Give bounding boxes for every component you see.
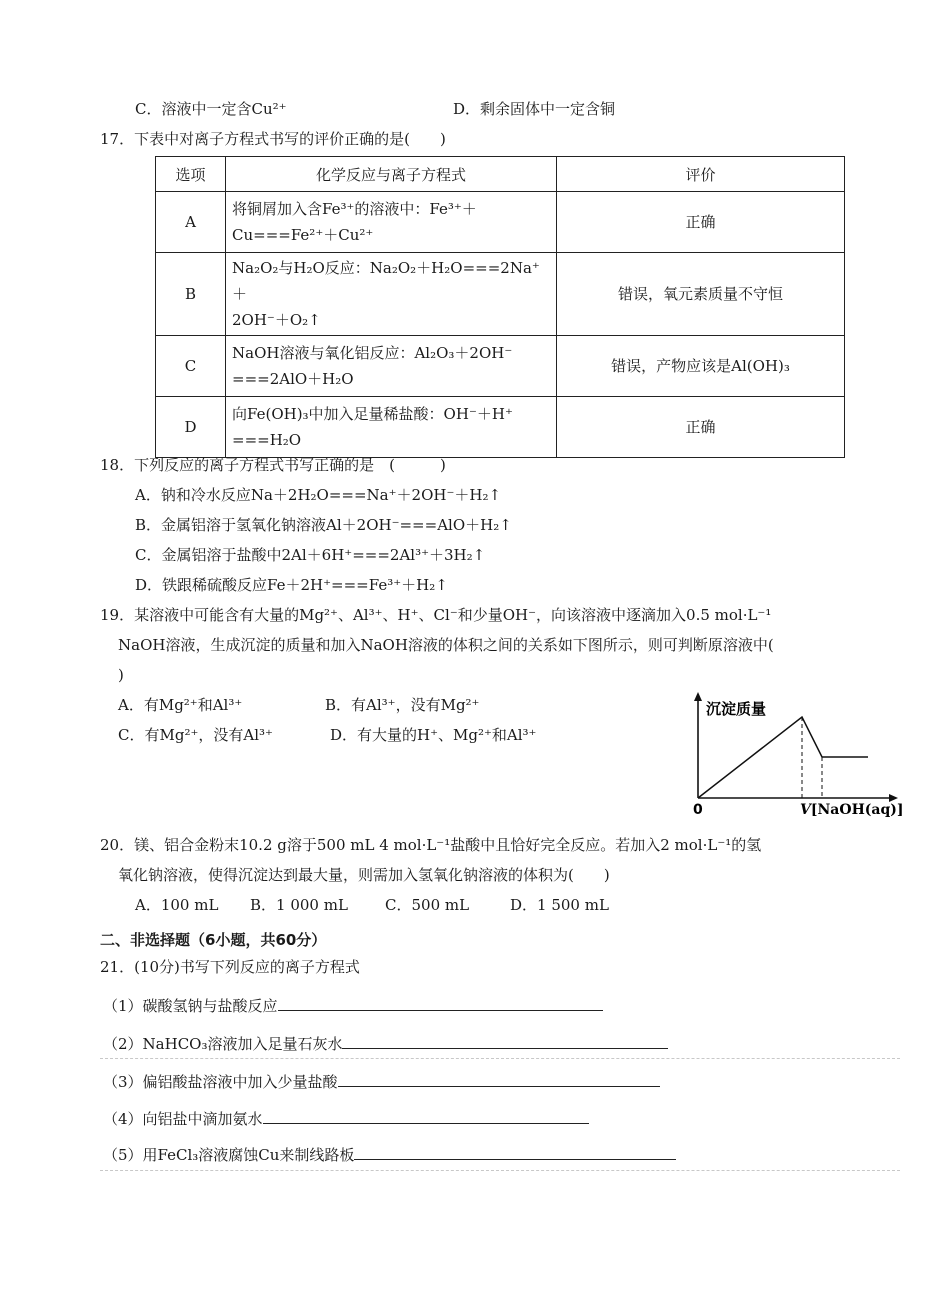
reaction-line-2: 2OH⁻＋O₂↑ [232,311,321,329]
reaction-line-2: Cu===Fe²⁺＋Cu²⁺ [232,226,374,244]
row-evaluation: 错误，氧元素质量不守恒 [557,253,845,336]
reaction-line-1: Na₂O₂与H₂O反应：Na₂O₂＋H₂O===2Na⁺＋ [232,259,540,303]
x-axis-label-rest: [NaOH(aq)] [810,802,904,818]
q18-stem: 18．下列反应的离子方程式书写正确的是 ( ) [100,456,446,474]
q17-stem: 17．下表中对离子方程式书写的评价正确的是( ) [100,130,446,148]
q21-item-label: （2）NaHCO₃溶液加入足量石灰水 [103,1035,343,1053]
x-axis-arrow-icon [889,794,898,802]
table-row [156,192,845,253]
q21-item [103,1032,668,1056]
row-option: C [156,336,226,397]
q21-item [103,994,603,1018]
reaction-line-1: 将铜屑加入含Fe³⁺的溶液中：Fe³⁺＋ [232,200,477,218]
y-axis-label: 沉淀质量 [706,700,767,718]
answer-blank[interactable] [263,1107,589,1124]
header-option: 选项 [156,157,226,192]
q21-item-label: （3）偏铝酸盐溶液中加入少量盐酸 [103,1073,338,1091]
q20-stem-line-1: 20．镁、铝合金粉末10.2 g溶于500 mL 4 mol·L⁻¹盐酸中且恰好完全反应。若加入2 mol·L⁻¹的氢 [100,836,762,854]
row-reaction [226,192,557,253]
table-row [156,397,845,458]
header-evaluation: 评价 [557,157,845,192]
q19-option-b: B．有Al³⁺，没有Mg²⁺ [325,696,480,714]
q19-stem-line-3: ) [118,666,124,684]
q19-stem-line-1: 19．某溶液中可能含有大量的Mg²⁺、Al³⁺、H⁺、Cl⁻和少量OH⁻，向该溶液中逐滴加入0.5 mol·L⁻¹ [100,606,772,624]
precipitate-curve [698,717,868,798]
divider [100,1170,900,1171]
reaction-line-2: ===H₂O [232,431,302,449]
row-reaction [226,253,557,336]
q21-item-label: （1）碳酸氢钠与盐酸反应 [103,997,278,1015]
row-evaluation: 正确 [557,397,845,458]
answer-blank[interactable] [338,1070,660,1087]
row-option: A [156,192,226,253]
row-reaction [226,397,557,458]
answer-blank[interactable] [354,1143,676,1160]
x-axis-label-v: V [800,802,811,818]
row-evaluation: 错误，产物应该是Al(OH)₃ [557,336,845,397]
q21-item-label: （5）用FeCl₃溶液腐蚀Cu来制线路板 [103,1146,355,1164]
q18-option-b: B．金属铝溶于氢氧化钠溶液Al＋2OH⁻===AlO＋H₂↑ [135,516,512,534]
q19-option-d: D．有大量的H⁺、Mg²⁺和Al³⁺ [330,726,537,744]
reaction-line-1: 向Fe(OH)₃中加入足量稀盐酸：OH⁻＋H⁺ [232,405,513,423]
q18-option-a: A．钠和冷水反应Na＋2H₂O===Na⁺＋2OH⁻＋H₂↑ [135,486,502,504]
q20-option-b: B．1 000 mL [250,896,348,914]
divider [100,1058,900,1059]
q18-option-c: C．金属铝溶于盐酸中2Al＋6H⁺===2Al³⁺＋3H₂↑ [135,546,486,564]
q21-stem: 21．(10分)书写下列反应的离子方程式 [100,958,360,976]
q16-option-c: C．溶液中一定含Cu²⁺ [135,100,287,118]
q21-item [103,1143,676,1167]
reaction-line-2: ===2AlO＋H₂O [232,370,354,388]
q19-stem-line-2: NaOH溶液，生成沉淀的质量和加入NaOH溶液的体积之间的关系如下图所示，则可判断原溶液中( [118,636,774,654]
row-reaction [226,336,557,397]
q19-graph [680,690,910,820]
table-row [156,253,845,336]
x-axis-label [800,802,904,818]
q19-option-a: A．有Mg²⁺和Al³⁺ [118,696,243,714]
q21-item [103,1070,660,1094]
table-header-row [156,157,845,192]
q18-option-d: D．铁跟稀硫酸反应Fe＋2H⁺===Fe³⁺＋H₂↑ [135,576,448,594]
q16-option-d: D．剩余固体中一定含铜 [453,100,616,118]
q19-option-c: C．有Mg²⁺，没有Al³⁺ [118,726,273,744]
y-axis-arrow-icon [694,692,702,701]
q20-option-c: C．500 mL [385,896,470,914]
row-option: B [156,253,226,336]
table-row [156,336,845,397]
q21-item [103,1107,589,1131]
answer-blank[interactable] [278,994,603,1011]
header-reaction: 化学反应与离子方程式 [226,157,557,192]
row-option: D [156,397,226,458]
q20-option-a: A．100 mL [135,896,219,914]
answer-blank[interactable] [342,1032,668,1049]
reaction-line-1: NaOH溶液与氧化铝反应：Al₂O₃＋2OH⁻ [232,344,513,362]
origin-label: 0 [693,802,703,818]
section-title: 二、非选择题（6小题，共60分） [100,931,327,949]
q21-item-label: （4）向铝盐中滴加氨水 [103,1110,263,1128]
q20-option-d: D．1 500 mL [510,896,609,914]
q17-table [155,156,845,458]
row-evaluation: 正确 [557,192,845,253]
q20-stem-line-2: 氧化钠溶液，使得沉淀达到最大量，则需加入氢氧化钠溶液的体积为( ) [118,866,610,884]
